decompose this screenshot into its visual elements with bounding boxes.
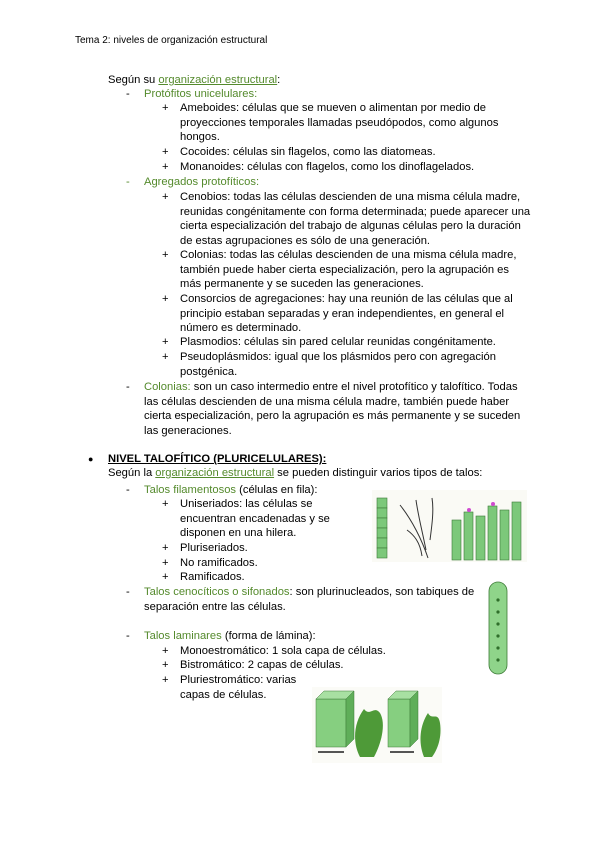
- list-item: Monoestromático: 1 sola capa de células.: [180, 645, 386, 657]
- list-item: Monanoides: células con flagelos, como los dinoflagelados.: [180, 161, 475, 173]
- item-line: las generaciones.: [144, 424, 232, 437]
- plus-marker: +: [162, 674, 169, 686]
- agregados-title: Agregados protofíticos:: [144, 176, 260, 188]
- item-line: Pluriestromático: varias: [180, 674, 297, 686]
- intro-line: [108, 73, 280, 88]
- item-line: más permanente y se suceden las generaciones.: [180, 278, 424, 290]
- plus-marker: +: [162, 645, 169, 657]
- list-item: [180, 248, 516, 292]
- plus-marker: +: [162, 102, 169, 114]
- cenociticos-title: Talos cenocíticos o sifonados: [144, 586, 290, 598]
- plus-marker: +: [162, 293, 169, 305]
- list-item: Bistromático: 2 capas de células.: [180, 659, 344, 671]
- cenociticos-paragraph: [144, 585, 474, 614]
- item-line: Consorcios de agregaciones: hay una reunión de las células que al: [180, 293, 513, 305]
- title-suffix: (células en fila):: [236, 484, 318, 496]
- item-line: son un caso intermedio entre el nivel protofítico y talofítico. Todas: [190, 381, 518, 393]
- item-line: : son plurinucleados, son tabiques de: [289, 586, 475, 598]
- laminares-title-line: [144, 629, 316, 644]
- item-line: postgénica.: [180, 365, 238, 378]
- plus-marker: +: [162, 336, 169, 348]
- item-line: disponen en una hilera.: [180, 527, 297, 539]
- dash-marker: -: [126, 484, 130, 496]
- filamentosos-title: Talos filamentosos: [144, 484, 237, 496]
- item-line: principio estaban separadas y eran independientes, en general el: [180, 307, 505, 320]
- section-heading: NIVEL TALOFÍTICO (PLURICELULARES):: [108, 453, 327, 465]
- coenocytic-thallus-figure: [487, 580, 509, 676]
- pluristromatic-block: [388, 691, 418, 747]
- intro-suffix: :: [277, 74, 281, 86]
- plus-marker: +: [162, 557, 169, 569]
- item-line: capas de células.: [180, 688, 267, 701]
- monostromatic-block: [316, 691, 354, 747]
- plus-marker: +: [162, 571, 169, 583]
- intro-prefix: Según su: [108, 74, 159, 86]
- plus-marker: +: [162, 498, 169, 510]
- page-header: Tema 2: niveles de organización estructural: [75, 35, 268, 46]
- plus-marker: +: [162, 191, 169, 203]
- colonias-title: Colonias:: [144, 381, 191, 393]
- laminares-title: Talos laminares: [144, 630, 222, 642]
- item-line: también puede haber cierta especialización, pero la agrupación es: [180, 263, 509, 276]
- item-line: reunidas congénitamente con forma determinada; puede aparecer una: [180, 205, 531, 218]
- item-line: hongos.: [180, 131, 220, 143]
- dash-marker: -: [126, 381, 130, 393]
- item-line: de estas agrupaciones es sólo de una generación.: [180, 234, 431, 247]
- list-item: No ramificados.: [180, 557, 258, 569]
- plus-marker: +: [162, 249, 169, 261]
- protofitos-title: Protófitos unicelulares:: [144, 88, 258, 100]
- intro-suffix: se pueden distinguir varios tipos de talos:: [274, 467, 483, 479]
- list-item: [180, 350, 496, 379]
- list-item: [180, 497, 330, 541]
- plus-marker: +: [162, 351, 169, 363]
- plus-marker: +: [162, 542, 169, 554]
- list-item: [180, 101, 498, 145]
- dash-marker: -: [126, 586, 130, 598]
- laminar-thallus-figure: [312, 687, 442, 763]
- item-line: Ameboides: células que se mueven o alimentan por medio de: [180, 102, 486, 114]
- item-line: encuentran encadenadas y se: [180, 512, 330, 525]
- dash-marker: -: [126, 630, 130, 642]
- list-item: Pluriseriados.: [180, 542, 248, 554]
- item-line: cierta especialización, pero la agrupación es más permanente y se suceden: [144, 410, 521, 422]
- intro-prefix: Según la: [108, 467, 156, 479]
- item-line: separación entre las células.: [144, 600, 286, 613]
- list-item: [180, 673, 296, 702]
- dash-marker: -: [126, 88, 130, 100]
- filamentosos-title-line: [144, 483, 318, 498]
- list-item: Ramificados.: [180, 571, 245, 583]
- item-line: Colonias: todas las células descienden de una misma célula madre,: [180, 249, 517, 261]
- plus-marker: +: [162, 161, 169, 173]
- plus-marker: +: [162, 146, 169, 158]
- bullet-dot: ●: [88, 454, 94, 464]
- list-item: [180, 292, 513, 336]
- item-line: Pseudoplásmidos: igual que los plásmidos pero con agregación: [180, 351, 496, 363]
- uniseriate-filament-drawing: [377, 498, 387, 558]
- item-line: proyecciones temporales llamadas pseudópodos, como algunos: [180, 116, 499, 129]
- talofitico-intro: [108, 466, 482, 481]
- colonias-paragraph: [144, 380, 520, 438]
- intro-link[interactable]: organización estructural: [158, 74, 278, 86]
- list-item: Plasmodios: células sin pared celular reunidas congénitamente.: [180, 336, 496, 348]
- filamentous-algae-figure: [372, 490, 527, 562]
- plus-marker: +: [162, 659, 169, 671]
- item-line: Uniseriados: las células se: [180, 498, 313, 510]
- item-line: Cenobios: todas las células descienden de una misma célula madre,: [180, 191, 521, 203]
- title-suffix: (forma de lámina):: [221, 630, 316, 642]
- item-line: cierta especialización del trabajo de algunas células pero la duración: [180, 220, 521, 232]
- list-item: Cocoides: células sin flagelos, como las diatomeas.: [180, 146, 436, 158]
- intro-link[interactable]: organización estructural: [155, 467, 275, 479]
- item-line: las células descienden de una misma célula madre, también puede haber: [144, 395, 510, 408]
- item-line: número es determinado.: [180, 322, 302, 334]
- list-item: [180, 190, 530, 248]
- dash-marker: -: [126, 176, 130, 188]
